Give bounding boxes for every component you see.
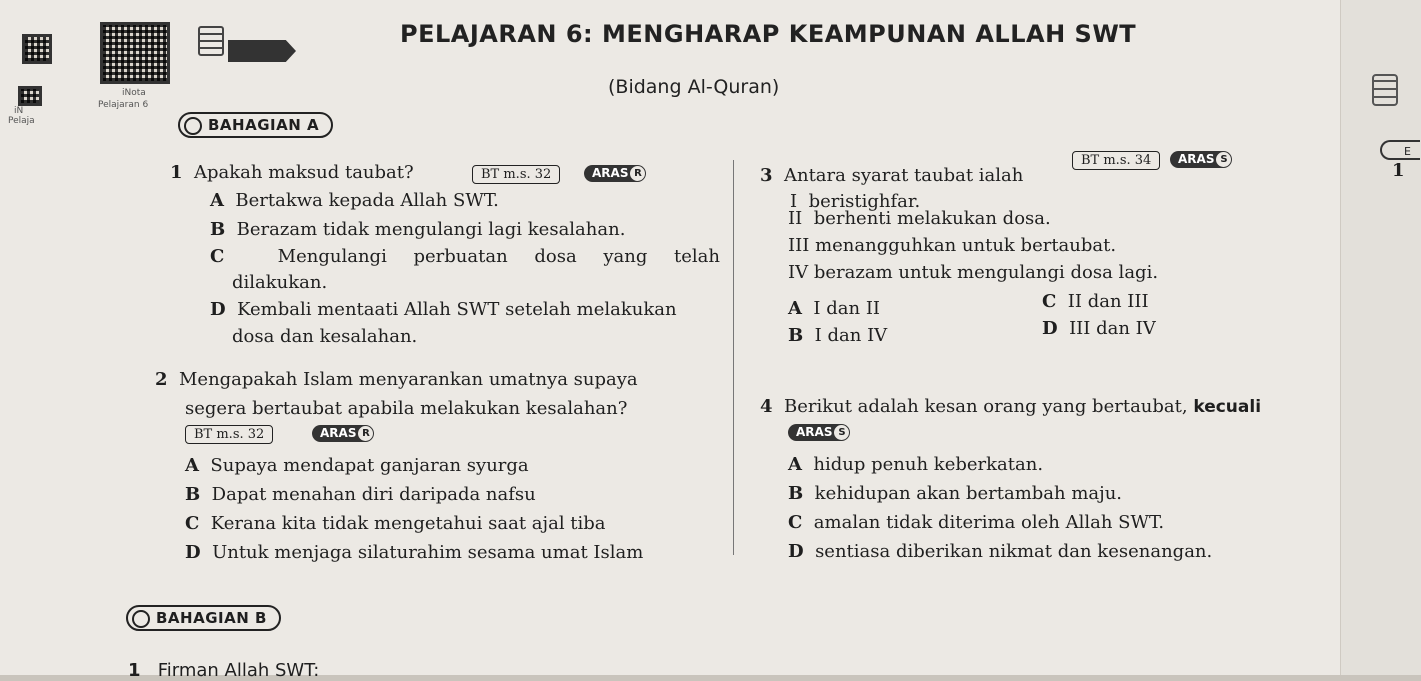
option-text: II dan III — [1067, 291, 1149, 312]
option-text: kehidupan akan bertambah maju. — [814, 483, 1123, 504]
question-emphasis: kecuali — [1193, 397, 1262, 417]
section-b-text: BAHAGIAN B — [156, 609, 267, 627]
question-2 — [155, 367, 715, 392]
question-1 — [170, 160, 414, 185]
arrow-banner-icon — [228, 40, 296, 62]
statement — [788, 260, 1158, 285]
question-text: Firman Allah SWT: — [157, 660, 320, 681]
question-text: Berikut adalah kesan orang yang bertaubat, — [783, 396, 1188, 417]
option[interactable] — [788, 452, 1043, 477]
qr-code-icon[interactable] — [100, 22, 170, 84]
aras-text: ARAS — [1178, 152, 1215, 166]
question-2-line2: segera bertaubat apabila melakukan kesalahan? — [185, 398, 628, 419]
aras-tag — [312, 425, 374, 442]
circle-icon — [132, 610, 150, 628]
side-section-pill — [1380, 140, 1420, 160]
option-text: amalan tidak diterima oleh Allah SWT. — [813, 512, 1165, 533]
option-letter: C — [788, 512, 803, 533]
question-number: 2 — [155, 369, 168, 390]
aras-text: ARAS — [320, 426, 357, 440]
statement-text: beristighfar. — [808, 191, 921, 212]
option[interactable] — [210, 244, 720, 269]
option-letter: B — [788, 483, 804, 504]
option[interactable] — [788, 296, 880, 321]
circle-icon — [184, 117, 202, 135]
bt-page-tag: BT m.s. 34 — [1072, 151, 1160, 170]
question-text: Apakah maksud taubat? — [193, 162, 414, 183]
option-letter: A — [788, 298, 802, 319]
notes-icon — [1372, 74, 1398, 106]
statement — [788, 233, 1116, 258]
aras-level: S — [834, 425, 849, 440]
page-subtitle: (Bidang Al-Quran) — [608, 76, 780, 98]
option-letter: D — [788, 541, 804, 562]
option-letter: B — [185, 484, 201, 505]
aras-tag — [788, 424, 850, 441]
option-letter: D — [185, 542, 201, 563]
option[interactable] — [1042, 316, 1156, 341]
bt-page-tag: BT m.s. 32 — [185, 425, 273, 444]
statement-text: menangguhkan untuk bertaubat. — [815, 235, 1117, 256]
page-title: PELAJARAN 6: MENGHARAP KEAMPUNAN ALLAH SWT — [400, 20, 1137, 48]
question-3 — [760, 163, 1023, 188]
option-letter: B — [788, 325, 804, 346]
option-letter: C — [210, 246, 225, 267]
notes-icon — [198, 26, 224, 56]
option-letter: A — [788, 454, 802, 475]
statement-numeral: II — [788, 208, 803, 229]
option-text: III dan IV — [1069, 318, 1156, 339]
option-text: Berazam tidak mengulangi lagi kesalahan. — [236, 219, 626, 240]
option[interactable] — [185, 482, 536, 507]
side-label-1: iN — [14, 106, 24, 116]
option[interactable] — [185, 511, 606, 536]
option-letter: A — [210, 190, 224, 211]
question-4 — [760, 394, 1261, 420]
nota-label: iNota — [122, 88, 146, 98]
statement-text: berhenti melakukan dosa. — [813, 208, 1051, 229]
option-continuation: dosa dan kesalahan. — [232, 326, 418, 347]
side-number: 1 — [1392, 160, 1405, 181]
option-letter: D — [210, 299, 226, 320]
option[interactable] — [788, 510, 1164, 535]
side-label-2: Pelaja — [8, 116, 35, 126]
option-letter: D — [1042, 318, 1058, 339]
qr-code-icon[interactable] — [22, 34, 52, 64]
option[interactable] — [210, 217, 625, 242]
option-letter: B — [210, 219, 226, 240]
option[interactable] — [788, 539, 1212, 564]
option-letter: C — [1042, 291, 1057, 312]
option-text: Dapat menahan diri daripada nafsu — [211, 484, 536, 505]
part-b-question-1 — [128, 660, 319, 681]
option-letter: C — [185, 513, 200, 534]
question-number: 3 — [760, 165, 773, 186]
statement — [788, 206, 1051, 231]
statement-numeral: IV — [788, 262, 809, 283]
option-text: I dan II — [813, 298, 881, 319]
option-text: Untuk menjaga silaturahim sesama umat Islam — [212, 542, 644, 563]
statement-numeral: I — [790, 191, 798, 212]
question-text: Mengapakah Islam menyarankan umatnya supaya — [178, 369, 638, 390]
question-number: 1 — [128, 660, 141, 681]
side-pill-letter: E — [1404, 145, 1411, 158]
aras-tag — [584, 165, 646, 182]
option[interactable] — [185, 453, 529, 478]
option-continuation: dilakukan. — [232, 272, 328, 293]
option-text: hidup penuh keberkatan. — [813, 454, 1044, 475]
question-text: Antara syarat taubat ialah — [783, 165, 1024, 186]
option-text: Kembali mentaati Allah SWT setelah melakukan — [237, 299, 677, 320]
statement-text: berazam untuk mengulangi dosa lagi. — [813, 262, 1159, 283]
aras-text: ARAS — [796, 425, 833, 439]
pelajaran-label: Pelajaran 6 — [98, 100, 149, 110]
aras-tag — [1170, 151, 1232, 168]
question-number: 4 — [760, 396, 773, 417]
bt-page-tag: BT m.s. 32 — [472, 165, 560, 184]
section-a-text: BAHAGIAN A — [208, 116, 320, 134]
option[interactable] — [210, 297, 677, 322]
option-text: sentiasa diberikan nikmat dan kesenangan. — [815, 541, 1213, 562]
option-text: Kerana kita tidak mengetahui saat ajal tiba — [210, 513, 606, 534]
aras-text: ARAS — [592, 166, 629, 180]
question-number: 1 — [170, 162, 183, 183]
option[interactable] — [788, 323, 887, 348]
aras-level: R — [358, 426, 373, 441]
option-text: Mengulangi perbuatan dosa yang telah — [277, 246, 720, 267]
column-divider — [733, 160, 734, 555]
section-b-label — [126, 605, 281, 631]
statement-numeral: III — [788, 235, 810, 256]
section-a-label — [178, 112, 333, 138]
option-text: I dan IV — [814, 325, 888, 346]
option[interactable] — [788, 481, 1122, 506]
aras-level: S — [1216, 152, 1231, 167]
option-text: Bertakwa kepada Allah SWT. — [235, 190, 499, 211]
option[interactable] — [185, 540, 643, 565]
option-letter: A — [185, 455, 199, 476]
option[interactable] — [210, 188, 499, 213]
aras-level: R — [630, 166, 645, 181]
qr-code-icon — [18, 86, 42, 106]
option-text: Supaya mendapat ganjaran syurga — [210, 455, 529, 476]
option[interactable] — [1042, 289, 1149, 314]
